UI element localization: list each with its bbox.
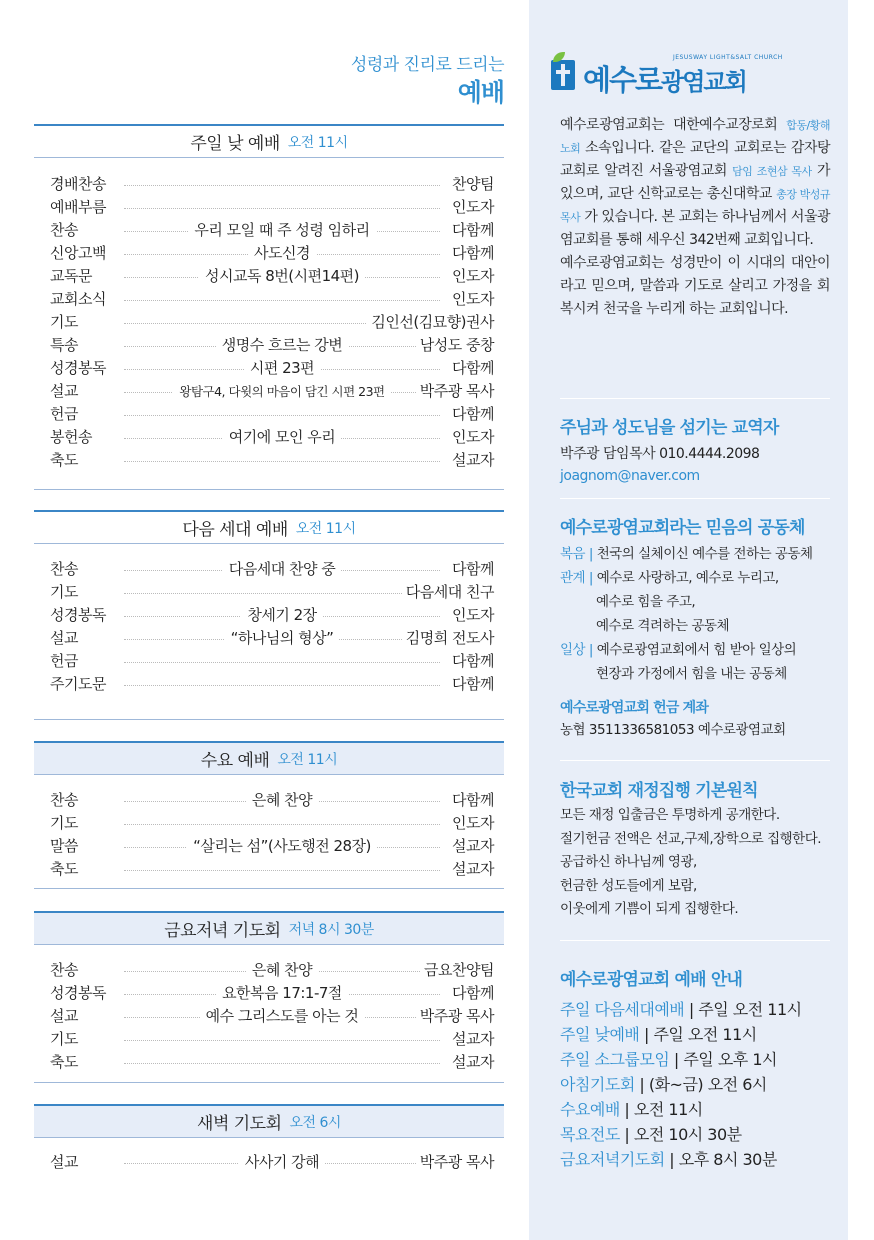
section-name: 다음 세대 예배 bbox=[182, 520, 288, 540]
finance-rule: 공급하신 하나님께 영광, bbox=[560, 854, 697, 870]
worship-row bbox=[50, 581, 494, 604]
finance-rule: 절기헌금 전액은 선교,구제,장학으로 집행한다. bbox=[560, 830, 822, 847]
row-leader: 박주광 목사 bbox=[416, 1151, 494, 1172]
header-subtitle: 성령과 진리로 드리는 bbox=[350, 55, 504, 75]
row-leader: 설교자 bbox=[448, 858, 494, 879]
row-leader: 인도자 bbox=[448, 426, 494, 447]
section-bottom-rule bbox=[34, 1082, 504, 1083]
section-name: 금요저녁 기도회 bbox=[164, 921, 281, 941]
community-text: 천국의 실체이신 예수를 전하는 공동체 bbox=[596, 546, 813, 562]
divider bbox=[560, 940, 830, 941]
service-item bbox=[560, 1047, 830, 1072]
row-label: 성경봉독 bbox=[50, 984, 106, 1002]
row-leader: 다함께 bbox=[448, 357, 494, 378]
service-item bbox=[560, 1147, 830, 1172]
row-content: “살리는 섬”(사도행전 28장) bbox=[187, 837, 377, 855]
row-leader: 설교자 bbox=[448, 835, 494, 856]
community-text: 예수로 격려하는 공동체 bbox=[596, 618, 729, 634]
row-content: 생명수 흐르는 강변 bbox=[216, 336, 348, 354]
row-label: 설교 bbox=[50, 1007, 78, 1025]
logo-tagline: JESUSWAY LIGHT&SALT CHURCH bbox=[673, 54, 783, 61]
row-leader: 인도자 bbox=[448, 812, 494, 833]
row-label: 축도 bbox=[50, 451, 78, 469]
section-time: 오전 11시 bbox=[277, 751, 338, 768]
row-label: 헌금 bbox=[50, 405, 78, 423]
section-time: 오전 11시 bbox=[287, 134, 348, 151]
row-content: 왕탐구4, 다윗의 마음이 담긴 시편 23편 bbox=[173, 384, 390, 399]
separator: | bbox=[634, 1075, 649, 1094]
worship-row bbox=[50, 812, 494, 835]
section-bottom-rule bbox=[34, 719, 504, 720]
finance-rule: 헌금한 성도들에게 보람, bbox=[560, 877, 697, 894]
services-list bbox=[560, 997, 830, 1172]
service-time: 주일 오후 1시 bbox=[683, 1050, 777, 1069]
service-time: 주일 오전 11시 bbox=[698, 1000, 802, 1019]
community-heading: 예수로광염교회라는 믿음의 공동체 bbox=[560, 518, 805, 538]
row-leader: 남성도 중창 bbox=[416, 334, 494, 355]
worship-row bbox=[50, 288, 494, 311]
worship-row bbox=[50, 380, 494, 403]
worship-row bbox=[50, 1005, 494, 1028]
minister-heading: 주님과 성도님을 섬기는 교역자 bbox=[560, 418, 779, 438]
section-title bbox=[34, 741, 504, 774]
minister-line: 박주광 담임목사 010.4444.2098 bbox=[560, 446, 760, 462]
service-time: 오전 11시 bbox=[633, 1100, 703, 1119]
row-leader: 김명희 전도사 bbox=[402, 627, 494, 648]
service-name: 주일 소그룹모임 bbox=[560, 1050, 670, 1069]
community-line bbox=[560, 542, 830, 566]
dot-leader bbox=[124, 593, 440, 594]
row-content: 다음세대 찬양 중 bbox=[223, 560, 341, 578]
worship-row bbox=[50, 219, 494, 242]
service-name: 목요전도 bbox=[560, 1125, 620, 1144]
service-item bbox=[560, 997, 830, 1022]
row-label: 찬송 bbox=[50, 791, 78, 809]
section-name: 수요 예배 bbox=[200, 751, 270, 771]
community-key: 관계 | bbox=[560, 570, 593, 586]
section-title bbox=[34, 124, 504, 157]
section-rule bbox=[34, 1137, 504, 1138]
section-title bbox=[34, 510, 504, 543]
row-label: 특송 bbox=[50, 336, 78, 354]
row-label: 기도 bbox=[50, 583, 78, 601]
worship-row bbox=[50, 311, 494, 334]
service-name: 아침기도회 bbox=[560, 1075, 635, 1094]
community-line bbox=[560, 590, 830, 614]
worship-row bbox=[50, 334, 494, 357]
worship-row bbox=[50, 173, 494, 196]
community-line bbox=[560, 638, 830, 662]
worship-row bbox=[50, 196, 494, 219]
church-info-sidebar bbox=[529, 0, 848, 1240]
row-label: 봉헌송 bbox=[50, 428, 92, 446]
community-text: 예수로 힘을 주고, bbox=[596, 594, 696, 610]
section-rows bbox=[50, 1151, 494, 1174]
row-leader: 다함께 bbox=[448, 558, 494, 579]
service-item bbox=[560, 1122, 830, 1147]
community-line bbox=[560, 662, 830, 686]
community-line bbox=[560, 566, 830, 590]
row-label: 축도 bbox=[50, 860, 78, 878]
row-leader: 찬양팀 bbox=[448, 173, 494, 194]
row-label: 기도 bbox=[50, 1030, 78, 1048]
worship-order-column bbox=[34, 0, 504, 1240]
dot-leader bbox=[124, 208, 440, 209]
row-leader: 설교자 bbox=[448, 449, 494, 470]
separator: | bbox=[664, 1150, 679, 1169]
finance-heading: 한국교회 재정집행 기본원칙 bbox=[560, 781, 758, 801]
worship-row bbox=[50, 982, 494, 1005]
service-time: 오전 10시 30분 bbox=[633, 1125, 742, 1144]
row-leader: 다함께 bbox=[448, 219, 494, 240]
row-leader: 다음세대 친구 bbox=[402, 581, 494, 602]
service-name: 수요예배 bbox=[560, 1100, 620, 1119]
row-content: 사사기 강해 bbox=[239, 1153, 325, 1171]
service-time: 주일 오전 11시 bbox=[653, 1025, 757, 1044]
section-name: 주일 낮 예배 bbox=[190, 134, 280, 154]
row-leader: 다함께 bbox=[448, 403, 494, 424]
row-leader: 다함께 bbox=[448, 242, 494, 263]
section-title bbox=[34, 911, 504, 944]
row-leader: 인도자 bbox=[448, 265, 494, 286]
worship-row bbox=[50, 357, 494, 380]
divider bbox=[560, 760, 830, 761]
row-leader: 인도자 bbox=[448, 604, 494, 625]
section-time: 오전 6시 bbox=[289, 1114, 341, 1131]
cross-icon bbox=[551, 60, 575, 90]
worship-row bbox=[50, 426, 494, 449]
row-leader: 다함께 bbox=[448, 650, 494, 671]
finance-rules bbox=[560, 804, 850, 922]
worship-row bbox=[50, 673, 494, 696]
service-time: (화~금) 오전 6시 bbox=[648, 1075, 767, 1094]
worship-row bbox=[50, 265, 494, 288]
dot-leader bbox=[124, 185, 440, 186]
worship-row bbox=[50, 650, 494, 673]
worship-row bbox=[50, 627, 494, 650]
row-label: 찬송 bbox=[50, 221, 78, 239]
dot-leader bbox=[124, 461, 440, 462]
worship-row bbox=[50, 858, 494, 881]
community-text: 현장과 가정에서 힘을 내는 공동체 bbox=[596, 666, 787, 682]
row-leader: 김인선(김묘향)권사 bbox=[367, 311, 494, 332]
row-leader: 인도자 bbox=[448, 288, 494, 309]
section-bottom-rule bbox=[34, 489, 504, 490]
separator: | bbox=[639, 1025, 654, 1044]
community-text: 예수로광염교회에서 힘 받아 일상의 bbox=[596, 642, 797, 658]
section-rule bbox=[34, 543, 504, 544]
row-label: 헌금 bbox=[50, 652, 78, 670]
row-leader: 박주광 목사 bbox=[416, 1005, 494, 1026]
community-key: 일상 | bbox=[560, 642, 593, 658]
worship-row bbox=[50, 403, 494, 426]
finance-rule: 모든 재정 입출금은 투명하게 공개한다. bbox=[560, 807, 780, 823]
row-label: 말씀 bbox=[50, 837, 78, 855]
worship-row bbox=[50, 835, 494, 858]
separator: | bbox=[669, 1050, 684, 1069]
worship-row bbox=[50, 604, 494, 627]
row-label: 설교 bbox=[50, 1153, 78, 1171]
dot-leader bbox=[124, 300, 440, 301]
service-name: 주일 낮예배 bbox=[560, 1025, 640, 1044]
community-list bbox=[560, 542, 830, 686]
row-label: 기도 bbox=[50, 313, 78, 331]
row-content: 우리 모일 때 주 성령 임하리 bbox=[188, 221, 375, 239]
row-label: 기도 bbox=[50, 814, 78, 832]
row-label: 교독문 bbox=[50, 267, 92, 285]
separator: | bbox=[619, 1125, 634, 1144]
worship-row bbox=[50, 242, 494, 265]
dot-leader bbox=[124, 1040, 440, 1041]
dot-leader bbox=[124, 1063, 440, 1064]
row-leader: 인도자 bbox=[448, 196, 494, 217]
section-rows bbox=[50, 558, 494, 696]
worship-row bbox=[50, 789, 494, 812]
separator: | bbox=[619, 1100, 634, 1119]
worship-row bbox=[50, 1028, 494, 1051]
row-content: 시편 23편 bbox=[244, 359, 320, 377]
row-label: 주기도문 bbox=[50, 675, 106, 693]
header-title: 예배 bbox=[457, 78, 504, 107]
church-logo bbox=[551, 52, 831, 98]
row-label: 예배부름 bbox=[50, 198, 106, 216]
dot-leader bbox=[124, 415, 440, 416]
community-line bbox=[560, 614, 830, 638]
separator: | bbox=[684, 1000, 699, 1019]
row-leader: 금요찬양팀 bbox=[420, 959, 494, 980]
row-leader: 설교자 bbox=[448, 1028, 494, 1049]
dot-leader bbox=[124, 870, 440, 871]
row-leader: 박주광 목사 bbox=[416, 380, 494, 401]
service-time: 오후 8시 30분 bbox=[678, 1150, 777, 1169]
service-name: 금요저녁기도회 bbox=[560, 1150, 665, 1169]
minister-info bbox=[560, 443, 830, 487]
divider bbox=[560, 498, 830, 499]
row-label: 설교 bbox=[50, 382, 78, 400]
row-content: 성시교독 8번(시편14편) bbox=[199, 267, 365, 285]
dot-leader bbox=[124, 685, 440, 686]
community-text: 예수로 사랑하고, 예수로 누리고, bbox=[596, 570, 779, 586]
section-rows bbox=[50, 789, 494, 881]
row-label: 신앙고백 bbox=[50, 244, 106, 262]
service-item bbox=[560, 1072, 830, 1097]
row-leader: 다함께 bbox=[448, 789, 494, 810]
row-label: 설교 bbox=[50, 629, 78, 647]
row-label: 성경봉독 bbox=[50, 359, 106, 377]
worship-row bbox=[50, 1151, 494, 1174]
row-content: 창세기 2장 bbox=[241, 606, 322, 624]
community-key: 복음 | bbox=[560, 546, 593, 562]
section-rows bbox=[50, 959, 494, 1074]
church-intro: 예수로광염교회는 대한예수교장로회 합동/황해노회 소속입니다. 같은 교단의 교회로는 감자탕교회로 알려진 서울광염교회 담임 조현삼 목사 가 있으며, 교단 신학교로는 총신대학교 총장 박성규 목사 가 있습니다. 본 교회는 하나님께서 서울광염교회를 통해 세우신 342번째 교회입니다. 예수로광염교회는 성경만이 이 시대의 대안이라고 믿으며, 말씀과 기도로 살리고 가정을 회복시켜 천국을 누리게 하는 교회입니다. bbox=[560, 117, 830, 317]
services-heading: 예수로광염교회 예배 안내 bbox=[560, 970, 743, 990]
dot-leader bbox=[124, 662, 440, 663]
service-name: 주일 다음세대예배 bbox=[560, 1000, 685, 1019]
row-content: 은혜 찬양 bbox=[246, 961, 318, 979]
row-label: 교회소식 bbox=[50, 290, 106, 308]
worship-row bbox=[50, 449, 494, 472]
row-content: 은혜 찬양 bbox=[246, 791, 318, 809]
row-leader: 설교자 bbox=[448, 1051, 494, 1072]
section-bottom-rule bbox=[34, 888, 504, 889]
minister-email[interactable]: joagnom@naver.com bbox=[560, 468, 700, 484]
section-rule bbox=[34, 157, 504, 158]
row-content: 사도신경 bbox=[248, 244, 316, 262]
section-time: 오전 11시 bbox=[295, 520, 356, 537]
section-rule bbox=[34, 774, 504, 775]
row-leader: 다함께 bbox=[448, 673, 494, 694]
section-rule bbox=[34, 944, 504, 945]
row-label: 찬송 bbox=[50, 961, 78, 979]
divider bbox=[560, 398, 830, 399]
dot-leader bbox=[124, 824, 440, 825]
worship-row bbox=[50, 959, 494, 982]
finance-rule: 이웃에게 기쁨이 되게 집행한다. bbox=[560, 901, 739, 917]
section-title bbox=[34, 1104, 504, 1137]
logo-name: 예수로광염교회 bbox=[583, 63, 746, 97]
row-content: 여기에 모인 우리 bbox=[223, 428, 341, 446]
row-leader: 다함께 bbox=[448, 982, 494, 1003]
worship-row bbox=[50, 558, 494, 581]
row-label: 성경봉독 bbox=[50, 606, 106, 624]
service-item bbox=[560, 1022, 830, 1047]
worship-row bbox=[50, 1051, 494, 1074]
account-line: 농협 3511336581053 예수로광염교회 bbox=[560, 722, 786, 738]
account-heading: 예수로광염교회 헌금 계좌 bbox=[560, 700, 709, 716]
row-content: 요한복음 17:1-7절 bbox=[216, 984, 348, 1002]
row-content: 예수 그리스도를 아는 것 bbox=[200, 1007, 365, 1025]
row-label: 경배찬송 bbox=[50, 175, 106, 193]
section-name: 새벽 기도회 bbox=[197, 1114, 282, 1134]
section-rows bbox=[50, 173, 494, 472]
row-label: 찬송 bbox=[50, 560, 78, 578]
row-label: 축도 bbox=[50, 1053, 78, 1071]
row-content: “하나님의 형상” bbox=[225, 629, 340, 647]
service-item bbox=[560, 1097, 830, 1122]
section-time: 저녁 8시 30분 bbox=[288, 921, 374, 938]
